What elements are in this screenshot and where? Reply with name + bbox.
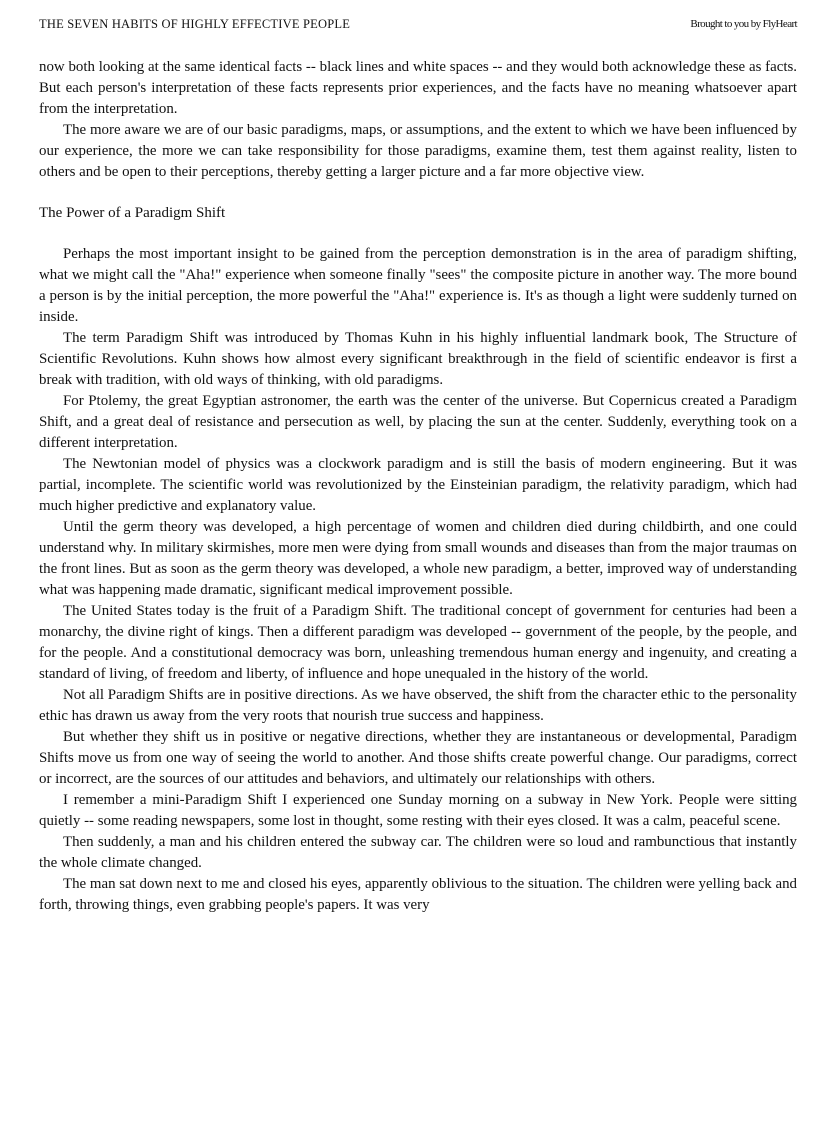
paragraph: The term Paradigm Shift was introduced by Thomas Kuhn in his highly influential landmark book, The Structure of Scientific Revolutions. Kuhn shows how almost every significant breakthrough in the field of scientific endeavor is first a break with tradition, with old ways of thinking, with old paradigms. <box>39 330 797 388</box>
section-heading: The Power of a Paradigm Shift <box>39 205 226 221</box>
paragraph: Until the germ theory was developed, a high percentage of women and children died during childbirth, and one could understand why. In military skirmishes, more men were dying from small wounds and diseases than from the major traumas on the front lines. But as soon as the germ theory was developed, a whole new paradigm, a better, improved way of understanding what was happening made dramatic, significant medical improvement possible. <box>39 519 797 598</box>
paragraph: now both looking at the same identical facts -- black lines and white spaces -- and they would both acknowledge these as facts. But each person's interpretation of these facts represents prior experiences, and the facts have no meaning whatsoever apart from the interpretation. <box>39 59 797 117</box>
paragraph: The United States today is the fruit of a Paradigm Shift. The traditional concept of government for centuries had been a monarchy, the divine right of kings. Then a different paradigm was developed -- government of the people, by the people, and for the people. And a constitutional democracy was born, unleashing tremendous human energy and ingenuity, and creating a standard of living, of freedom and liberty, of influence and hope unequaled in the history of the world. <box>39 603 797 682</box>
body-text <box>39 57 797 916</box>
running-header <box>39 17 797 35</box>
paragraph: I remember a mini-Paradigm Shift I experienced one Sunday morning on a subway in New York. People were sitting quietly -- some reading newspapers, some lost in thought, some resting with their eyes closed. It was a calm, peaceful scene. <box>39 792 797 829</box>
paragraph: For Ptolemy, the great Egyptian astronomer, the earth was the center of the universe. But Copernicus created a Paradigm Shift, and a great deal of resistance and persecution as well, by placing the sun at the center. Suddenly, everything took on a different interpretation. <box>39 393 797 451</box>
book-title: THE SEVEN HABITS OF HIGHLY EFFECTIVE PEOPLE <box>39 17 351 31</box>
paragraph: The Newtonian model of physics was a clockwork paradigm and is still the basis of modern engineering. But it was partial, incomplete. The scientific world was revolutionized by the Einsteinian paradigm, the relativity paradigm, which had much higher predictive and explanatory value. <box>39 456 797 514</box>
paragraph: Not all Paradigm Shifts are in positive directions. As we have observed, the shift from the character ethic to the personality ethic has drawn us away from the very roots that nourish true success and happiness. <box>39 687 797 724</box>
credit-line: Brought to you by FlyHeart <box>690 18 797 30</box>
paragraph: The more aware we are of our basic paradigms, maps, or assumptions, and the extent to which we have been influenced by our experience, the more we can take responsibility for those paradigms, examine them, test them against reality, listen to others and be open to their perceptions, thereby getting a larger picture and a far more objective view. <box>39 122 797 180</box>
paragraph: But whether they shift us in positive or negative directions, whether they are instantaneous or developmental, Paradigm Shifts move us from one way of seeing the world to another. And those shifts create powerful change. Our paradigms, correct or incorrect, are the sources of our attitudes and behaviors, and ultimately our relationships with others. <box>39 729 797 787</box>
paragraph: Then suddenly, a man and his children entered the subway car. The children were so loud and rambunctious that instantly the whole climate changed. <box>39 834 797 871</box>
paragraph: Perhaps the most important insight to be gained from the perception demonstration is in the area of paradigm shifting, what we might call the "Aha!" experience when someone finally "sees" the composite picture in another way. The more bound a person is by the initial perception, the more powerful the "Aha!" experience is. It's as though a light were suddenly turned on inside. <box>39 246 797 325</box>
paragraph: The man sat down next to me and closed his eyes, apparently oblivious to the situation. The children were yelling back and forth, throwing things, even grabbing people's papers. It was very <box>39 876 797 913</box>
